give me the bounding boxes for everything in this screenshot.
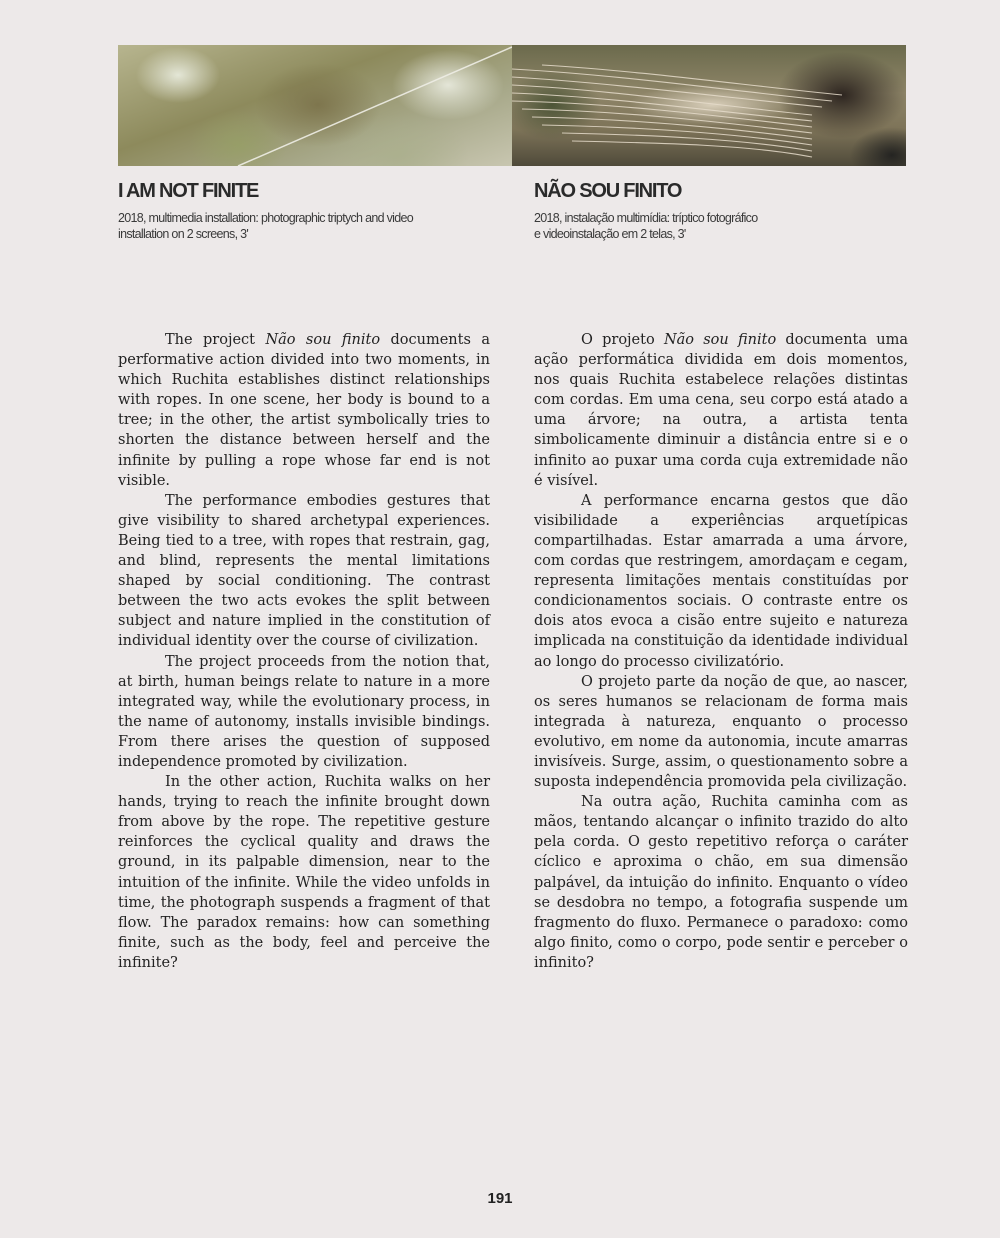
photo-tree-rope [118, 45, 512, 166]
paragraph: The project Não sou finito documents a performative action divided into two moments, in which Ruchita establishes distinct relationships with ropes. In one scene, her body is bound to a tree; in the other, the artist symbolically tries to shorten the distance between herself and the infinite by pulling a rope whose far end is not visible. [118, 332, 490, 489]
paragraph: The project proceeds from the notion that, at birth, human beings relate to nature in a more integrated way, while the evolutionary process, in the name of autonomy, installs invisible bindings. From there arises the question of supposed independence promoted by civilization. [118, 653, 490, 770]
rope-bundle [512, 45, 906, 166]
body-english [118, 330, 490, 973]
photo-bound-figure [512, 45, 906, 166]
paragraph: O projeto Não sou finito documenta uma ação performática dividida em dois momentos, nos quais Ruchita estabelece relações distintas com cordas. Em uma cena, seu corpo está atado a uma árvore; na outra, a artista tenta simbolicamente diminuir a distância entre si e o infinito ao puxar uma corda cuja extremidade não é visível. [534, 332, 908, 489]
caption-portuguese-line1: 2018, instalação multimídia: tríptico fotográfico [534, 211, 758, 225]
title-portuguese: NÃO SOU FINITO [534, 180, 682, 202]
project-title-italic: Não sou finito [265, 332, 381, 348]
body-portuguese [534, 330, 908, 973]
project-title-italic: Não sou finito [663, 332, 777, 348]
caption-portuguese-line2: e videoinstalação em 2 telas, 3' [534, 227, 686, 241]
paragraph: Na outra ação, Ruchita caminha com as mãos, tentando alcançar o infinito trazido do alto pela corda. O gesto repetitivo reforça o caráter cíclico e aproxima o chão, em sua dimensão palpável, da intuição do infinito. Enquanto o vídeo se desdobra no tempo, a fotografia suspende um fragmento do fluxo. Permanece o paradoxo: como algo finito, como o corpo, pode sentir e perceber o infinito? [534, 794, 908, 971]
caption-english-line1: 2018, multimedia installation: photographic triptych and video [118, 211, 413, 225]
caption-english [118, 210, 490, 242]
paragraph: In the other action, Ruchita walks on her hands, trying to reach the infinite brought down from above by the rope. The repetitive gesture reinforces the cyclical quality and draws the ground, in its palpable dimension, near to the intuition of the infinite. While the video unfolds in time, the photograph suspends a fragment of that flow. The paradox remains: how can something finite, such as the body, feel and perceive the infinite? [118, 774, 490, 971]
paragraph: A performance encarna gestos que dão visibilidade a experiências arquetípicas compartilhadas. Estar amarrada a uma árvore, com cordas que restringem, amordaçam e cegam, representa limitações mentais constituídas por condicionamentos sociais. O contraste entre os dois atos evoca a cisão entre sujeito e natureza implicada na constituição da identidade individual ao longo do processo civilizatório. [534, 492, 908, 670]
caption-english-line2: installation on 2 screens, 3' [118, 227, 249, 241]
rope-line [118, 45, 512, 166]
caption-portuguese [534, 210, 908, 242]
paragraph: O projeto parte da noção de que, ao nascer, os seres humanos se relacionam de forma mais integrada à natureza, enquanto o processo evolutivo, em nome da autonomia, incute amarras invisíveis. Surge, assim, o questionamento sobre a suposta independência promovida pela civilização. [534, 673, 908, 791]
page-number: 191 [487, 1190, 513, 1207]
title-english: I AM NOT FINITE [118, 180, 259, 202]
paragraph: The performance embodies gestures that give visibility to shared archetypal experiences. Being tied to a tree, with ropes that restrain, gag, and blind, represents the mental limitations shaped by social conditioning. The contrast between the two acts evokes the split between subject and nature implied in the constitution of individual identity over the course of civilization. [118, 492, 490, 650]
